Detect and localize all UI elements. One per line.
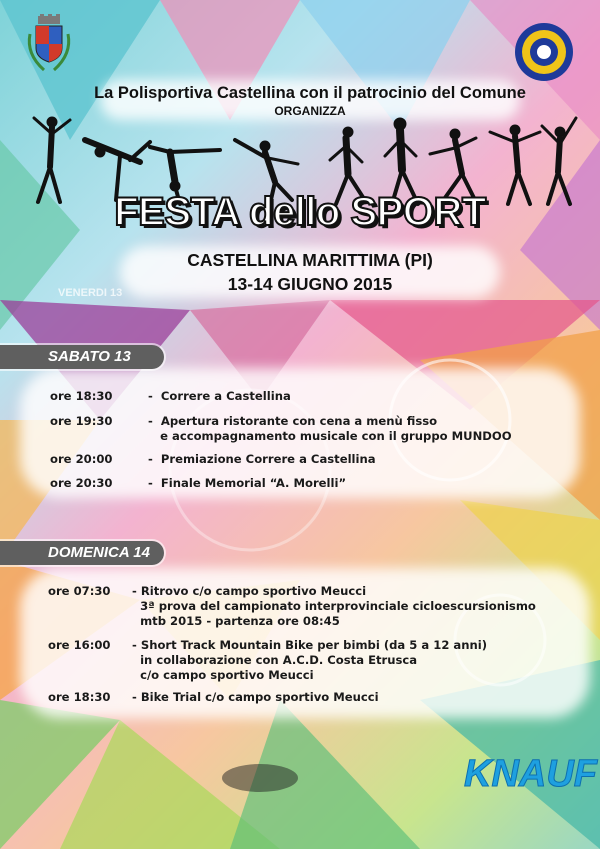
event-description: - Premiazione Correre a Castellina bbox=[148, 452, 376, 466]
event-time: ore 07:30 bbox=[48, 584, 111, 598]
municipal-crest-icon bbox=[24, 14, 74, 76]
event-time: ore 18:30 bbox=[48, 690, 111, 704]
schedule-row bbox=[50, 389, 570, 405]
schedule-row bbox=[48, 690, 588, 706]
event-title: FESTA dello SPORT bbox=[114, 190, 486, 234]
schedule-row bbox=[48, 584, 588, 630]
event-dates: 13-14 GIUGNO 2015 bbox=[227, 274, 393, 294]
day-header-saturday bbox=[0, 345, 164, 369]
schedule-row bbox=[48, 638, 588, 684]
sponsor-logo bbox=[460, 740, 597, 800]
day-label: SABATO 13 bbox=[48, 348, 131, 365]
event-time: ore 16:00 bbox=[48, 638, 111, 652]
event-time: ore 18:30 bbox=[50, 389, 113, 403]
sponsor-name: KNAUF bbox=[464, 753, 597, 795]
event-description: - Ritrovo c/o campo sportivo Meucci 3ª prova del campionato interprovinciale cicloescursionismo mtb 2015 - partenza ore 08:45 bbox=[132, 584, 536, 628]
event-description: - Apertura ristorante con cena a menù fisso e accompagnamento musicale con il gruppo MUNDOO bbox=[148, 414, 512, 443]
event-description: - Finale Memorial “A. Morelli” bbox=[148, 476, 347, 490]
event-time: ore 20:00 bbox=[50, 452, 113, 466]
day-label: DOMENICA 14 bbox=[48, 544, 150, 561]
event-description: - Correre a Castellina bbox=[148, 389, 291, 403]
event-time: ore 19:30 bbox=[50, 414, 113, 428]
event-time: ore 20:30 bbox=[50, 476, 113, 490]
schedule-row bbox=[50, 414, 570, 446]
faded-day-label: VENERDI 13 bbox=[58, 287, 123, 299]
event-place: CASTELLINA MARITTIMA (PI) bbox=[187, 250, 433, 270]
event-description: - Bike Trial c/o campo sportivo Meucci bbox=[132, 690, 379, 704]
schedule-row bbox=[50, 476, 570, 492]
club-logo-icon bbox=[514, 22, 574, 82]
organizza-label: ORGANIZZA bbox=[274, 104, 346, 118]
event-description: - Short Track Mountain Bike per bimbi (da 5 a 12 anni) in collaborazione con A.C.D. Costa Etrusca c/o campo sportivo Meucci bbox=[132, 638, 488, 682]
schedule-row bbox=[50, 452, 570, 468]
day-header-sunday bbox=[0, 541, 164, 565]
organizer-line: La Polisportiva Castellina con il patrocinio del Comune bbox=[94, 84, 526, 102]
